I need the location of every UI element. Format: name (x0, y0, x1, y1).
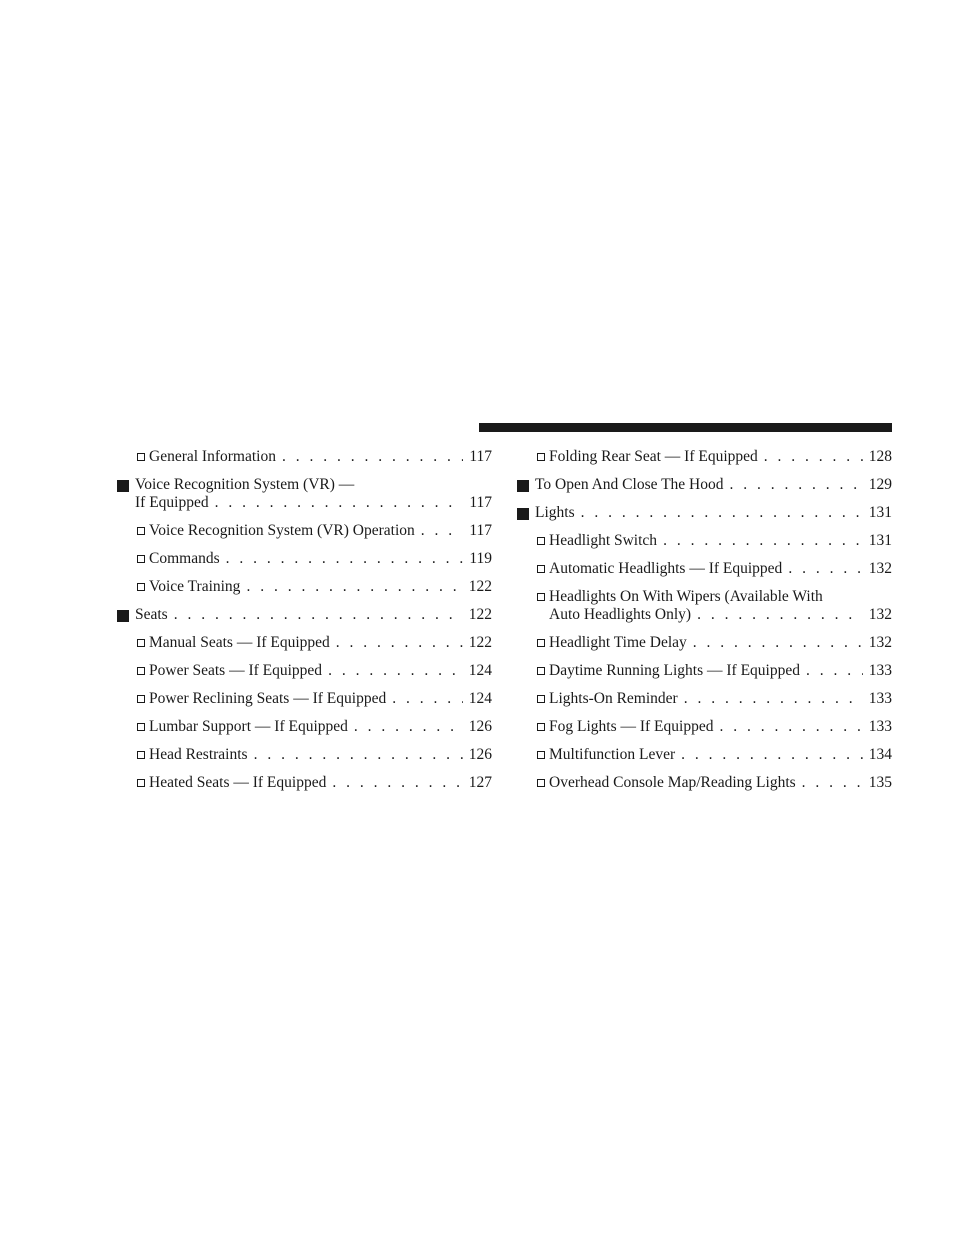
dot-leader (581, 504, 863, 522)
toc-page-number: 134 (868, 746, 892, 763)
hollow-square-bullet-icon (537, 667, 545, 675)
toc-subsection-entry[interactable] (517, 746, 892, 764)
dot-leader (802, 774, 863, 792)
toc-entry-title: Headlights On With Wipers (Available With (549, 588, 823, 605)
hollow-square-bullet-icon (137, 555, 145, 563)
filled-square-bullet-icon (517, 508, 529, 520)
dot-leader (332, 774, 462, 792)
toc-subsection-entry[interactable] (117, 634, 492, 652)
toc-page-number: 133 (868, 662, 892, 679)
toc-subsection-entry[interactable] (517, 690, 892, 708)
toc-subsection-entry[interactable] (517, 634, 892, 652)
toc-subsection-entry[interactable] (117, 746, 492, 764)
toc-left-column (117, 448, 492, 802)
toc-section-entry[interactable] (117, 606, 492, 624)
toc-page-number: 117 (469, 494, 492, 511)
dot-leader (246, 578, 462, 596)
toc-subsection-entry[interactable] (517, 560, 892, 578)
toc-section-entry[interactable] (517, 504, 892, 522)
toc-page-number: 132 (868, 560, 892, 577)
hollow-square-bullet-icon (137, 723, 145, 731)
toc-page-number: 119 (469, 550, 492, 567)
toc-page-number: 133 (868, 718, 892, 735)
toc-section-entry[interactable] (117, 476, 492, 512)
toc-section-entry[interactable] (517, 476, 892, 494)
hollow-square-bullet-icon (537, 695, 545, 703)
toc-subsection-entry[interactable] (117, 662, 492, 680)
toc-subsection-entry[interactable] (517, 588, 892, 624)
toc-entry-title: Voice Training (149, 578, 241, 595)
dot-leader (328, 662, 463, 680)
toc-subsection-entry[interactable] (517, 532, 892, 550)
hollow-square-bullet-icon (137, 583, 145, 591)
filled-square-bullet-icon (117, 610, 129, 622)
toc-subsection-entry[interactable] (517, 718, 892, 736)
toc-subsection-entry[interactable] (117, 774, 492, 792)
toc-page-number: 127 (468, 774, 492, 791)
hollow-square-bullet-icon (137, 695, 145, 703)
toc-subsection-entry[interactable] (117, 718, 492, 736)
toc-page-number: 124 (468, 662, 492, 679)
toc-page-number: 122 (468, 606, 492, 623)
dot-leader (697, 606, 863, 624)
toc-page-number: 126 (468, 718, 492, 735)
toc-subsection-entry[interactable] (117, 550, 492, 568)
toc-page-number: 131 (868, 504, 892, 521)
toc-subsection-entry[interactable] (517, 774, 892, 792)
toc-page-number: 126 (468, 746, 492, 763)
toc-entry-title: Overhead Console Map/Reading Lights (549, 774, 796, 791)
toc-entry-title: Heated Seats — If Equipped (149, 774, 327, 791)
hollow-square-bullet-icon (537, 723, 545, 731)
toc-entry-title: Multifunction Lever (549, 746, 676, 763)
toc-entry-title: Lumbar Support — If Equipped (149, 718, 348, 735)
toc-entry-title: Seats (135, 606, 168, 623)
toc-page-number: 131 (868, 532, 892, 549)
dot-leader (392, 690, 463, 708)
toc-page-number: 124 (468, 690, 492, 707)
toc-subsection-entry[interactable] (117, 578, 492, 596)
dot-leader (254, 746, 463, 764)
toc-entry-title: Lights (535, 504, 575, 521)
toc-page-number: 129 (868, 476, 892, 493)
header-rule (479, 423, 892, 432)
hollow-square-bullet-icon (537, 639, 545, 647)
toc-entry-title: Auto Headlights Only) (549, 606, 692, 623)
toc-subsection-entry[interactable] (117, 448, 492, 466)
toc-entry-title: To Open And Close The Hood (535, 476, 724, 493)
hollow-square-bullet-icon (137, 667, 145, 675)
filled-square-bullet-icon (517, 480, 529, 492)
toc-entry-title: Folding Rear Seat — If Equipped (549, 448, 758, 465)
dot-leader (788, 560, 862, 578)
toc-page-number: 117 (469, 448, 492, 465)
dot-leader (174, 606, 463, 624)
toc-entry-title: Voice Recognition System (VR) — (135, 476, 355, 493)
toc-entry-title: Power Reclining Seats — If Equipped (149, 690, 387, 707)
toc-subsection-entry[interactable] (517, 448, 892, 466)
hollow-square-bullet-icon (537, 565, 545, 573)
toc-right-column (517, 448, 892, 802)
toc-page-number: 128 (868, 448, 892, 465)
toc-page-number: 132 (868, 606, 892, 623)
dot-leader (693, 634, 863, 652)
toc-entry-title: Power Seats — If Equipped (149, 662, 323, 679)
toc-subsection-entry[interactable] (117, 522, 492, 540)
hollow-square-bullet-icon (537, 779, 545, 787)
dot-leader (663, 532, 863, 550)
toc-entry-title: Headlight Switch (549, 532, 658, 549)
dot-leader (684, 690, 863, 708)
toc-subsection-entry[interactable] (117, 690, 492, 708)
dot-leader (336, 634, 463, 652)
toc-page-number: 122 (468, 634, 492, 651)
toc-page-number: 133 (868, 690, 892, 707)
dot-leader (354, 718, 463, 736)
dot-leader (421, 522, 464, 540)
hollow-square-bullet-icon (137, 779, 145, 787)
dot-leader (730, 476, 863, 494)
hollow-square-bullet-icon (537, 537, 545, 545)
toc-entry-title: Head Restraints (149, 746, 248, 763)
toc-entry-title: Voice Recognition System (VR) Operation (149, 522, 415, 539)
filled-square-bullet-icon (117, 480, 129, 492)
toc-entry-title: Lights-On Reminder (549, 690, 678, 707)
dot-leader (719, 718, 862, 736)
toc-entry-title: Daytime Running Lights — If Equipped (549, 662, 800, 679)
toc-page-number: 132 (868, 634, 892, 651)
dot-leader (226, 550, 464, 568)
hollow-square-bullet-icon (137, 453, 145, 461)
toc-entry-title: Manual Seats — If Equipped (149, 634, 330, 651)
hollow-square-bullet-icon (137, 751, 145, 759)
toc-entry-title: General Information (149, 448, 276, 465)
hollow-square-bullet-icon (537, 453, 545, 461)
toc-page-number: 135 (868, 774, 892, 791)
dot-leader (215, 494, 464, 512)
hollow-square-bullet-icon (137, 527, 145, 535)
toc-entry-title: Headlight Time Delay (549, 634, 687, 651)
toc-entry-title: Automatic Headlights — If Equipped (549, 560, 783, 577)
hollow-square-bullet-icon (537, 751, 545, 759)
toc-entry-title: Fog Lights — If Equipped (549, 718, 714, 735)
toc-page-number: 117 (469, 522, 492, 539)
hollow-square-bullet-icon (137, 639, 145, 647)
dot-leader (764, 448, 863, 466)
toc-subsection-entry[interactable] (517, 662, 892, 680)
dot-leader (681, 746, 863, 764)
toc-page-number: 122 (468, 578, 492, 595)
toc-entry-title: If Equipped (135, 494, 209, 511)
dot-leader (806, 662, 863, 680)
toc-entry-title: Commands (149, 550, 220, 567)
dot-leader (282, 448, 463, 466)
hollow-square-bullet-icon (537, 593, 545, 601)
